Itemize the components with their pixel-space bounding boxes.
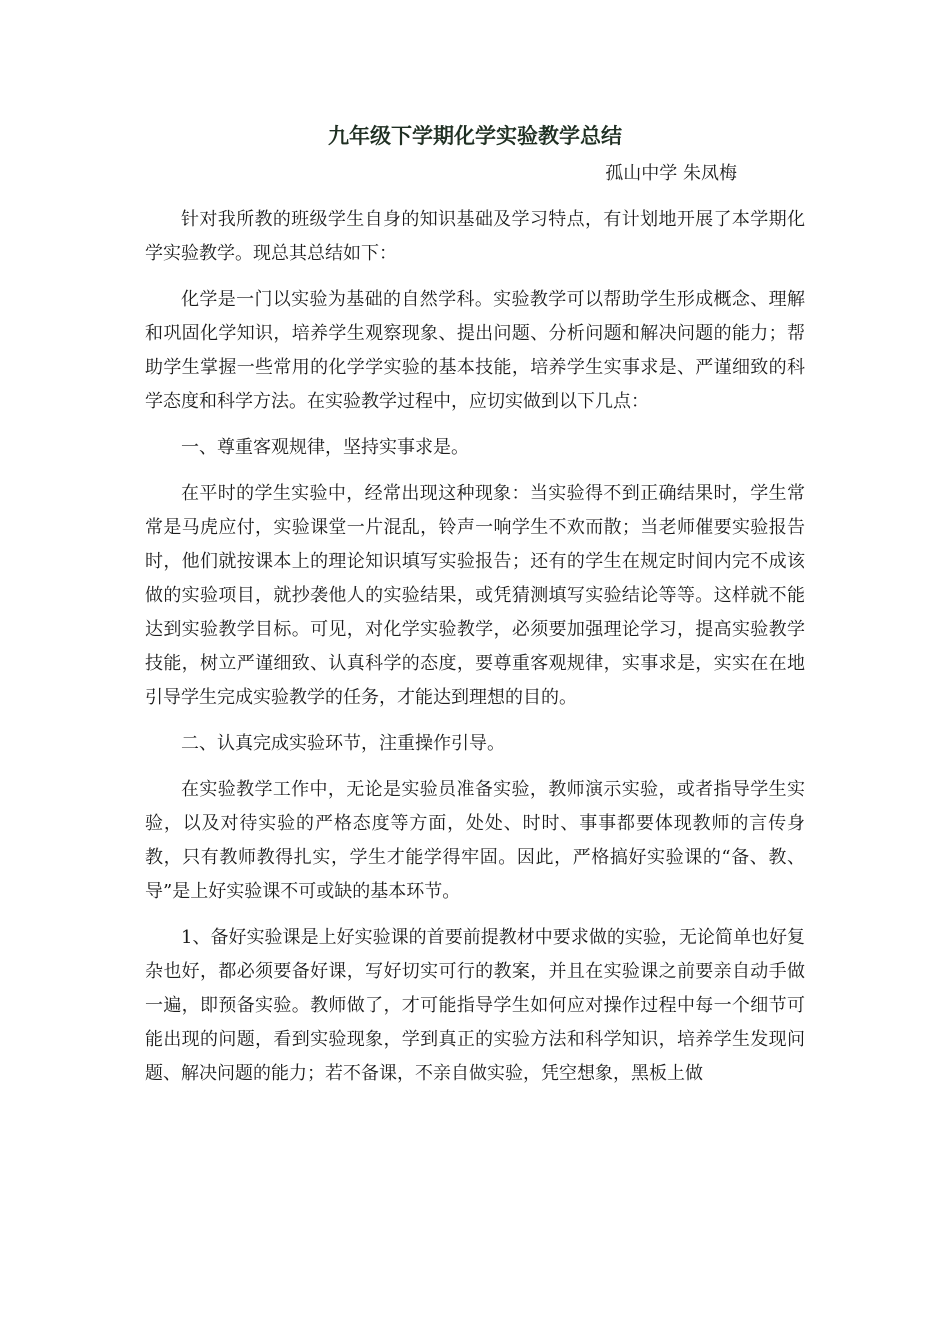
- document-author: 孤山中学 朱凤梅: [605, 163, 737, 184]
- document-title: 九年级下学期化学实验教学总结: [328, 124, 622, 148]
- section-heading-2: 二、认真完成实验环节，注重操作引导。: [181, 733, 505, 754]
- section-heading-1: 一、尊重客观规律，坚持实事求是。: [181, 437, 469, 458]
- paragraph-lesson-prep: 1、备好实验课是上好实验课的首要前提教材中要求做的实验，无论简单也好复杂也好，都必须要备好课，写好切实可行的教案，并且在实验课之前要亲自动手做一遍，即预备实验。教师做了，才可能指导学生如何应对操作过程中每一个细节可能出现的问题，看到实验现象，学到真正的实验方法和科学知识，培养学生发现问题、解决问题的能力；若不备课，不亲自做实验，凭空想象，黑板上做: [145, 927, 805, 1084]
- paragraph-teaching-work: 在实验教学工作中，无论是实验员准备实验，教师演示实验，或者指导学生实验，以及对待实验的严格态度等方面，处处、时时、事事都要体现教师的言传身教，只有教师教得扎实，学生才能学得牢固。因此，严格搞好实验课的“备、教、导”是上好实验课不可或缺的基本环节。: [145, 779, 805, 902]
- document-body: [145, 203, 805, 1103]
- paragraph-student-experiments: 在平时的学生实验中，经常出现这种现象：当实验得不到正确结果时，学生常常是马虎应付，实验课堂一片混乱，铃声一响学生不欢而散；当老师催要实验报告时，他们就按课本上的理论知识填写实验报告；还有的学生在规定时间内完不成该做的实验项目，就抄袭他人的实验结果，或凭猜测填写实验结论等等。这样就不能达到实验教学目标。可见，对化学实验教学，必须要加强理论学习，提高实验教学技能，树立严谨细致、认真科学的态度，要尊重客观规律，实事求是，实实在在地引导学生完成实验教学的任务，才能达到理想的目的。: [145, 483, 805, 708]
- paragraph-intro: 针对我所教的班级学生自身的知识基础及学习特点，有计划地开展了本学期化学实验教学。现总其总结如下：: [145, 209, 805, 264]
- paragraph-chemistry-basis: 化学是一门以实验为基础的自然学科。实验教学可以帮助学生形成概念、理解和巩固化学知识，培养学生观察现象、提出问题、分析问题和解决问题的能力；帮助学生掌握一些常用的化学学实验的基本技能，培养学生实事求是、严谨细致的科学态度和科学方法。在实验教学过程中，应切实做到以下几点：: [145, 289, 805, 412]
